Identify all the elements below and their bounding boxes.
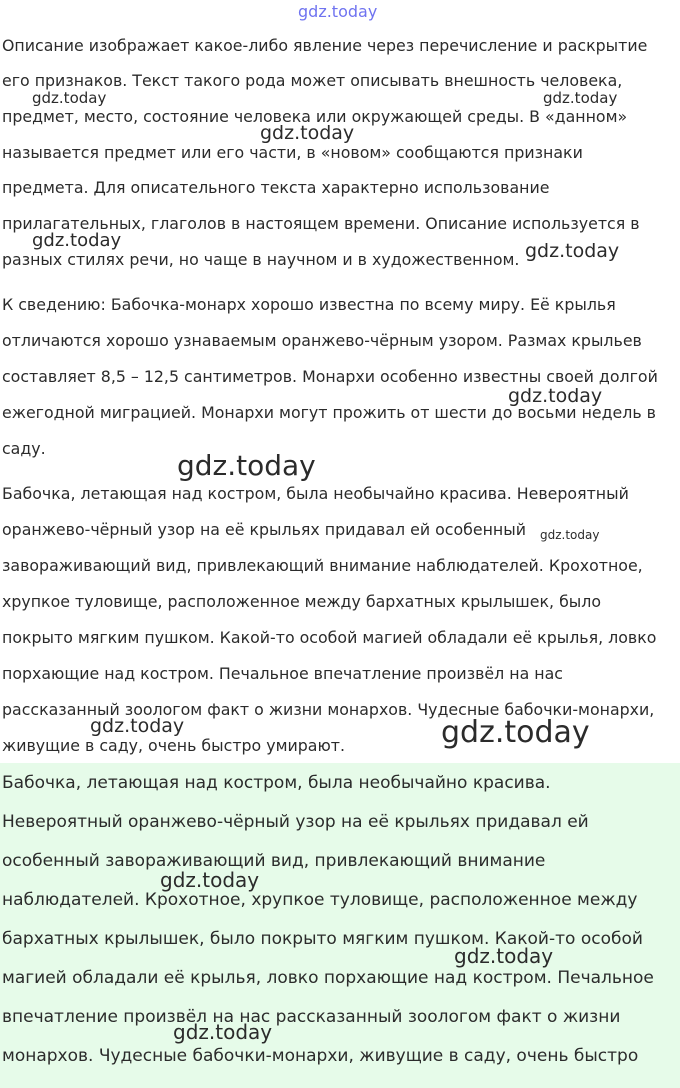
answer-line: магией обладали её крылья, ловко порхающие над костром. Печальное [2,968,654,988]
paragraph-1-line: разных стилях речи, но чаще в научном и в художественном. [2,250,520,269]
paragraph-2-line: саду. [2,439,46,458]
watermark: gdz.today [260,122,355,144]
answer-line: наблюдателей. Крохотное, хрупкое туловище, расположенное между [2,890,638,910]
watermark: gdz.today [173,1020,273,1044]
paragraph-3-line: покрыто мягким пушком. Какой-то особой магией обладали её крылья, ловко [2,628,657,647]
watermark: gdz.today [441,715,590,750]
answer-line: монархов. Чудесные бабочки-монархи, живущие в саду, очень быстро [2,1046,639,1066]
paragraph-3-line: живущие в саду, очень быстро умирают. [2,736,346,755]
watermark: gdz.today [177,449,316,482]
paragraph-1-line: его признаков. Текст такого рода может описывать внешность человека, [2,71,623,90]
paragraph-1-line: предмета. Для описательного текста характерно использование [2,178,550,197]
paragraph-2-line: отличаются хорошо узнаваемым оранжево-чёрным узором. Размах крыльев [2,331,642,350]
watermark: gdz.today [32,230,122,251]
paragraph-2-line: ежегодной миграцией. Монархи могут прожить от шести до восьми недель в [2,403,656,422]
watermark: gdz.today [508,385,603,407]
answer-line: Невероятный оранжево-чёрный узор на её крыльях придавал ей [2,812,589,832]
paragraph-1-line: предмет, место, состояние человека или окружающей среды. В «данном» [2,107,628,126]
answer-line: Бабочка, летающая над костром, была необычайно красива. [2,773,551,793]
paragraph-1-line: Описание изображает какое-либо явление через перечисление и раскрытие [2,36,648,55]
paragraph-3-line: хрупкое туловище, расположенное между бархатных крылышек, было [2,592,602,611]
paragraph-3-line: оранжево-чёрный узор на её крыльях придавал ей особенный [2,520,526,539]
paragraph-2-line: К сведению: Бабочка-монарх хорошо известна по всему миру. Её крылья [2,295,616,314]
paragraph-3-line: рассказанный зоологом факт о жизни монархов. Чудесные бабочки-монархи, [2,700,655,719]
paragraph-3-line: порхающие над костром. Печальное впечатление произвёл на нас [2,664,563,683]
watermark: gdz.today [160,868,260,892]
answer-line: бархатных крылышек, было покрыто мягким пушком. Какой-то особой [2,929,643,949]
paragraph-3-line: завораживающий вид, привлекающий внимание наблюдателей. Крохотное, [2,556,643,575]
watermark: gdz.today [543,89,618,107]
answer-line: впечатление произвёл на нас рассказанный зоологом факт о жизни [2,1007,621,1027]
watermark: gdz.today [90,715,185,737]
paragraph-2-line: составляет 8,5 – 12,5 сантиметров. Монархи особенно известны своей долгой [2,367,658,386]
answer-line: особенный завораживающий вид, привлекающий внимание [2,851,546,871]
paragraph-1-line: прилагательных, глаголов в настоящем времени. Описание используется в [2,214,640,233]
watermark: gdz.today [32,89,107,107]
watermark: gdz.today [525,240,620,262]
watermark: gdz.today [540,528,600,542]
watermark-top: gdz.today [298,2,378,21]
paragraph-1-line: называется предмет или его части, в «новом» сообщаются признаки [2,143,583,162]
paragraph-3-line: Бабочка, летающая над костром, была необычайно красива. Невероятный [2,484,629,503]
watermark: gdz.today [454,944,554,968]
